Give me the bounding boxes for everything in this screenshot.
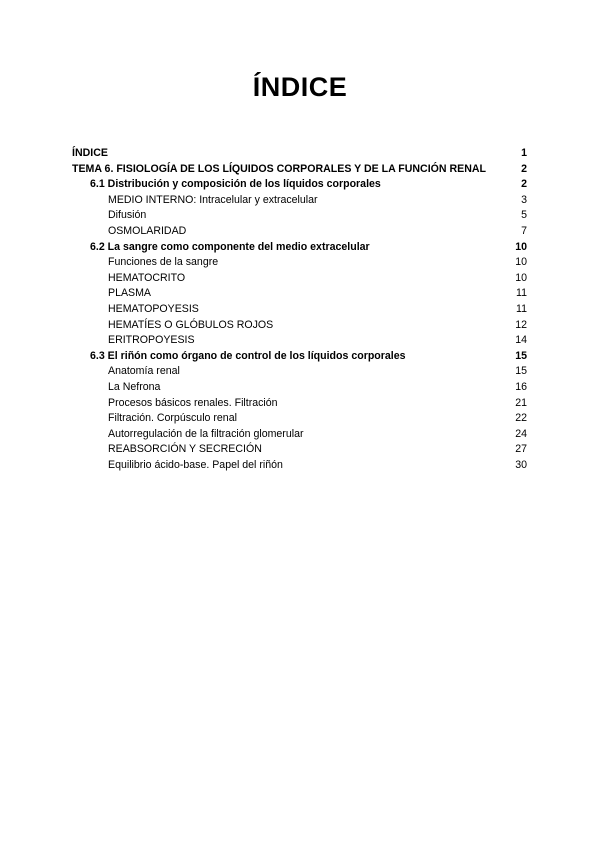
toc-entry-label: MEDIO INTERNO: Intracelular y extracelular — [108, 193, 318, 206]
toc-entry[interactable] — [72, 255, 527, 271]
toc-entry[interactable] — [72, 286, 527, 302]
toc-entry[interactable] — [72, 177, 527, 193]
toc-entry[interactable] — [72, 318, 527, 334]
toc-entry-page: 2 — [521, 162, 527, 175]
toc-entry[interactable] — [72, 193, 527, 209]
toc-entry[interactable] — [72, 240, 527, 256]
toc-entry[interactable] — [72, 396, 527, 412]
toc-entry-label: Equilibrio ácido-base. Papel del riñón — [108, 458, 283, 471]
toc-entry-page: 10 — [515, 271, 527, 284]
toc-entry[interactable] — [72, 442, 527, 458]
toc-entry-page: 5 — [521, 209, 527, 222]
toc-entry[interactable] — [72, 208, 527, 224]
toc-entry-page: 22 — [515, 412, 527, 425]
toc-entry[interactable] — [72, 302, 527, 318]
toc-entry-label: Difusión — [108, 209, 147, 222]
toc-entry-label: TEMA 6. FISIOLOGÍA DE LOS LÍQUIDOS CORPORALES Y DE LA FUNCIÓN RENAL — [72, 162, 486, 175]
toc-entry-label: Procesos básicos renales. Filtración — [108, 396, 278, 409]
toc-entry-label: La Nefrona — [108, 380, 161, 393]
toc-entry-page: 2 — [521, 178, 527, 191]
toc-entry-page: 16 — [515, 380, 527, 393]
toc-entry-label: Anatomía renal — [108, 365, 180, 378]
toc-entry-label: HEMATOPOYESIS — [108, 302, 199, 315]
toc-entry-page: 15 — [515, 349, 527, 362]
toc-entry-page: 11 — [516, 302, 527, 315]
toc-entry-page: 10 — [515, 240, 527, 253]
toc-entry-page: 30 — [515, 458, 527, 471]
toc-entry[interactable] — [72, 411, 527, 427]
toc-entry-page: 11 — [516, 287, 527, 300]
toc-entry-page: 24 — [515, 427, 527, 440]
table-of-contents — [72, 146, 527, 473]
toc-entry[interactable] — [72, 427, 527, 443]
toc-entry[interactable] — [72, 364, 527, 380]
toc-entry-label: HEMATÍES O GLÓBULOS ROJOS — [108, 318, 274, 331]
toc-entry[interactable] — [72, 271, 527, 287]
toc-entry[interactable] — [72, 458, 527, 474]
toc-entry[interactable] — [72, 333, 527, 349]
toc-entry-label: 6.2 La sangre como componente del medio extracelular — [90, 240, 370, 253]
toc-entry-label: Autorregulación de la filtración glomerular — [108, 427, 304, 440]
toc-entry-label: Filtración. Corpúsculo renal — [108, 412, 237, 425]
toc-entry[interactable] — [72, 162, 527, 178]
toc-entry-page: 14 — [515, 334, 527, 347]
toc-entry-page: 1 — [521, 147, 527, 159]
toc-entry-label: 6.1 Distribución y composición de los líquidos corporales — [90, 178, 381, 191]
toc-entry-label: Funciones de la sangre — [108, 256, 219, 269]
toc-entry-page: 27 — [515, 443, 527, 456]
toc-entry-label: HEMATOCRITO — [108, 271, 186, 284]
toc-entry-label: 6.3 El riñón como órgano de control de los líquidos corporales — [90, 349, 406, 362]
toc-entry-label: ÍNDICE — [72, 147, 108, 159]
toc-entry-page: 12 — [515, 318, 527, 331]
toc-entry-label: PLASMA — [108, 287, 151, 300]
page-title: ÍNDICE — [252, 72, 348, 102]
toc-entry[interactable] — [72, 380, 527, 396]
toc-entry[interactable] — [72, 146, 527, 162]
toc-entry-page: 10 — [515, 256, 527, 269]
toc-entry-page: 21 — [515, 396, 527, 409]
toc-entry-page: 15 — [515, 365, 527, 378]
toc-entry-page: 7 — [521, 224, 527, 237]
toc-entry-label: REABSORCIÓN Y SECRECIÓN — [108, 443, 262, 456]
toc-entry-label: OSMOLARIDAD — [108, 224, 187, 237]
toc-entry[interactable] — [72, 349, 527, 365]
toc-entry[interactable] — [72, 224, 527, 240]
toc-entry-label: ERITROPOYESIS — [108, 334, 195, 347]
toc-entry-page: 3 — [521, 193, 527, 206]
